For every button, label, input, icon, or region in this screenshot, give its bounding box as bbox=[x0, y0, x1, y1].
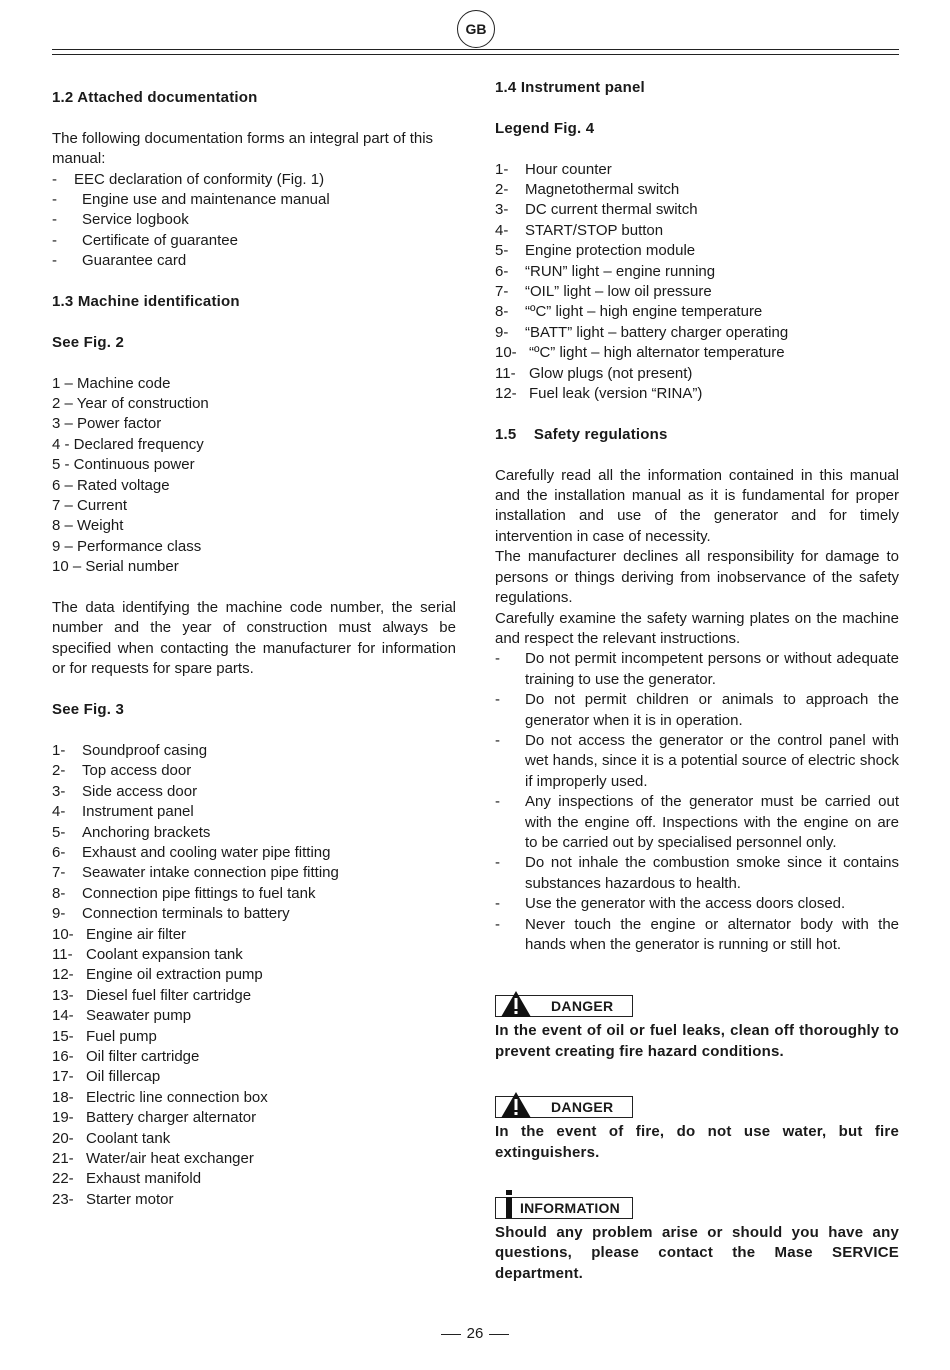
list-item: 20- Coolant tank bbox=[52, 1129, 171, 1147]
list-item: 16- Oil filter cartridge bbox=[52, 1047, 200, 1065]
list-item: - Do not access the generator or the control panel with wet hands, since it is a potential source of electric shock if improperly used. bbox=[495, 731, 899, 790]
list-item: 22- Exhaust manifold bbox=[52, 1170, 202, 1188]
list-item: - Do not permit children or animals to approach the generator when it is in operation. bbox=[495, 691, 899, 729]
list-item: 15- Fuel pump bbox=[52, 1027, 157, 1045]
list-item: 12- Engine oil extraction pump bbox=[52, 966, 263, 984]
page-number: 26 bbox=[466, 1325, 484, 1342]
information-text: Should any problem arise or should you have any questions, please contact the Mase SERVICE department. bbox=[495, 1224, 899, 1282]
list-item: 2 – Year of construction bbox=[52, 395, 209, 413]
list-item: 9- Connection terminals to battery bbox=[52, 905, 290, 923]
list-item: 7- “OIL” light – low oil pressure bbox=[495, 283, 712, 301]
list-item: 13- Diesel fuel filter cartridge bbox=[52, 986, 252, 1004]
list-item: - Guarantee card bbox=[52, 252, 187, 270]
language-badge: GB bbox=[457, 10, 495, 48]
list-item: 11- Coolant expansion tank bbox=[52, 945, 243, 963]
list-item: 12- Fuel leak (version “RINA”) bbox=[495, 385, 703, 403]
safety-rules-list bbox=[495, 649, 899, 955]
page-footer bbox=[0, 1324, 950, 1344]
list-item: - Engine use and maintenance manual bbox=[52, 191, 330, 209]
list-item: 6- Exhaust and cooling water pipe fitting bbox=[52, 843, 331, 861]
list-item: 10 – Serial number bbox=[52, 558, 179, 576]
list-item: 1 – Machine code bbox=[52, 374, 171, 392]
legend-fig-4-label: Legend Fig. 4 bbox=[495, 119, 595, 137]
section-heading-safety-regulations: 1.5 Safety regulations bbox=[495, 425, 668, 443]
list-item: 8- “ºC” light – high engine temperature bbox=[495, 303, 763, 321]
warning-triangle-icon bbox=[500, 990, 532, 1018]
danger-label: DANGER bbox=[551, 998, 614, 1015]
list-item: 21- Water/air heat exchanger bbox=[52, 1150, 254, 1168]
header-rule-bottom bbox=[52, 54, 899, 55]
list-item: 4 - Declared frequency bbox=[52, 435, 204, 453]
list-item: - Never touch the engine or alternator body with the hands when the generator is running or still hot. bbox=[495, 915, 899, 953]
list-item: 4- START/STOP button bbox=[495, 221, 664, 239]
list-item: 7 – Current bbox=[52, 497, 128, 515]
list-item: 2- Magnetothermal switch bbox=[495, 181, 680, 198]
list-item: - Do not inhale the combustion smoke since it contains substances hazardous to health. bbox=[495, 854, 899, 892]
list-item: - EEC declaration of conformity (Fig. 1) bbox=[52, 170, 325, 188]
list-item: 5- Anchoring brackets bbox=[52, 823, 211, 841]
list-item: - Certificate of guarantee bbox=[52, 231, 238, 249]
machine-identification-paragraph: The data identifying the machine code number, the serial number and the year of construction must always be specified when contacting the manufacturer for information or for requests for spare parts. bbox=[52, 599, 456, 678]
list-item: 5 - Continuous power bbox=[52, 456, 195, 474]
see-fig-2-label: See Fig. 2 bbox=[52, 333, 125, 351]
safety-paragraph-1: Carefully read all the information contained in this manual and the installation manual as it is fundamental for proper installation and use of the generator and for timely intervention in case of necessity. bbox=[495, 466, 899, 545]
list-item: - Service logbook bbox=[52, 211, 189, 229]
see-fig-3-label: See Fig. 3 bbox=[52, 701, 125, 719]
list-item: 14- Seawater pump bbox=[52, 1007, 192, 1025]
list-item: - Any inspections of the generator must be carried out with the engine off. Inspections with the engine on are to be carried out by specialised personnel only. bbox=[495, 793, 899, 851]
left-column bbox=[52, 88, 456, 1210]
list-item: 7- Seawater intake connection pipe fitting bbox=[52, 864, 339, 882]
list-item: 9 – Performance class bbox=[52, 537, 202, 555]
list-item: 3- DC current thermal switch bbox=[495, 201, 698, 219]
list-item: 1- Hour counter bbox=[495, 160, 612, 178]
list-item: 5- Engine protection module bbox=[495, 242, 696, 260]
list-item: 11- Glow plugs (not present) bbox=[495, 364, 693, 382]
list-item: 8- Connection pipe fittings to fuel tank bbox=[52, 884, 316, 902]
list-item: 8 – Weight bbox=[52, 517, 124, 535]
fig4-list bbox=[495, 160, 899, 405]
list-item: 10- “ºC” light – high alternator temperature bbox=[495, 344, 785, 362]
warning-triangle-icon bbox=[500, 1091, 532, 1119]
section-heading-attached-documentation: 1.2 Attached documentation bbox=[52, 89, 258, 106]
list-item: 18- Electric line connection box bbox=[52, 1088, 268, 1106]
header-rule-top bbox=[52, 49, 899, 50]
list-item: 23- Starter motor bbox=[52, 1190, 174, 1208]
list-item: 10- Engine air filter bbox=[52, 925, 187, 943]
information-icon bbox=[504, 1190, 514, 1218]
list-item: 4- Instrument panel bbox=[52, 803, 194, 821]
list-item: - Use the generator with the access doors closed. bbox=[495, 895, 846, 913]
danger-sign bbox=[495, 1092, 899, 1118]
safety-paragraph-3: Carefully examine the safety warning plates on the machine and respect the relevant instructions. bbox=[495, 609, 899, 647]
list-item: 3- Side access door bbox=[52, 782, 198, 800]
list-item: 6- “RUN” light – engine running bbox=[495, 262, 716, 280]
fig3-list bbox=[52, 741, 456, 1210]
list-item: 19- Battery charger alternator bbox=[52, 1109, 257, 1127]
fig2-list bbox=[52, 374, 456, 578]
list-item: 9- “BATT” light – battery charger operating bbox=[495, 323, 789, 341]
danger-label: DANGER bbox=[551, 1099, 614, 1116]
safety-paragraph-2: The manufacturer declines all responsibility for damage to persons or things deriving from inobservance of the safety regulations. bbox=[495, 548, 899, 607]
list-item: 17- Oil fillercap bbox=[52, 1068, 161, 1086]
attached-doc-intro: The following documentation forms an integral part of this manual: bbox=[52, 129, 434, 168]
list-item: - Do not permit incompetent persons or without adequate training to use the generator. bbox=[495, 650, 899, 688]
list-item: 3 – Power factor bbox=[52, 415, 162, 433]
list-item: 2- Top access door bbox=[52, 762, 192, 780]
danger-sign bbox=[495, 991, 899, 1017]
information-sign bbox=[495, 1193, 899, 1219]
list-item: 6 – Rated voltage bbox=[52, 476, 170, 494]
attached-doc-list bbox=[52, 170, 456, 272]
list-item: 1- Soundproof casing bbox=[52, 741, 208, 759]
danger-text-oil-leaks: In the event of oil or fuel leaks, clean off thoroughly to prevent creating fire hazard conditions. bbox=[495, 1022, 899, 1060]
section-heading-instrument-panel: 1.4 Instrument panel bbox=[495, 79, 645, 96]
information-label: INFORMATION bbox=[520, 1199, 620, 1216]
danger-text-fire: In the event of fire, do not use water, but fire extinguishers. bbox=[495, 1123, 899, 1161]
section-heading-machine-identification: 1.3 Machine identification bbox=[52, 293, 240, 311]
right-column bbox=[495, 78, 899, 1284]
